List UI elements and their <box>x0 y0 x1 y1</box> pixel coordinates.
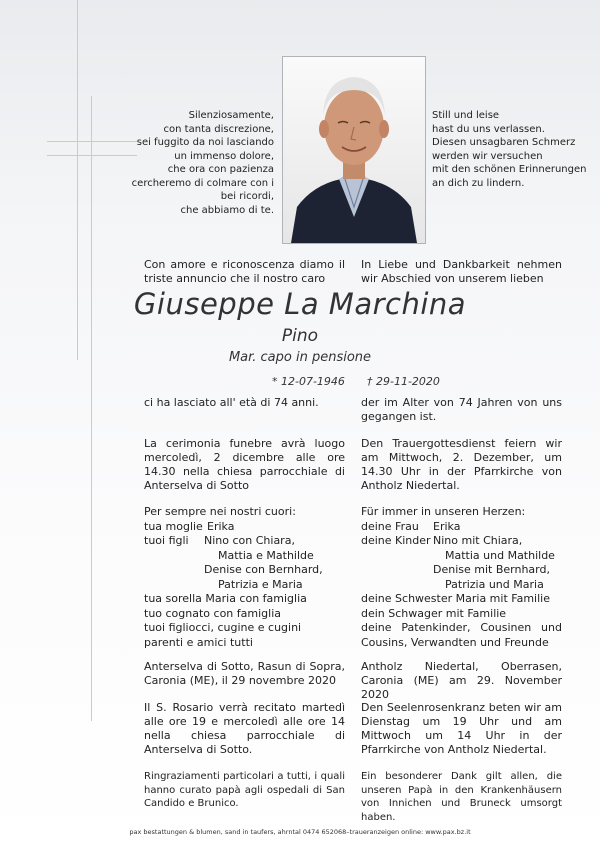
poem-line: con tanta discrezione, <box>163 123 274 135</box>
relative-entry: deine Schwester Maria mit Familie <box>361 592 550 605</box>
place-date-german: Antholz Niedertal, Oberrasen, Caronia (ME) am 29. November 2020 <box>361 660 562 701</box>
place-date-italian: Anterselva di Sotto, Rasun di Sopra, Caronia (ME), il 29 novembre 2020 <box>144 660 345 687</box>
portrait-illustration <box>283 57 425 243</box>
birth-date: * 12-07-1946 <box>272 375 345 388</box>
rosary-german: Den Seelenrosenkranz beten wir am Dienstag um 19 Uhr und am Mittwoch um 14 Uhr in der Pfarrkirche von Antholz Niedertal. <box>361 701 562 756</box>
funeral-italian: La cerimonia funebre avrà luogo mercoledì, 2 dicembre alle ore 14.30 nella chiesa parrocchiale di Anterselva di Sotto <box>144 437 345 492</box>
children-label: tuoi figli <box>144 534 189 547</box>
poem-italian <box>118 109 274 217</box>
poem-line: Still und leise <box>432 110 500 121</box>
child-entry: Mattia e Mathilde <box>218 548 314 562</box>
relative-entry: parenti e amici tutti <box>144 635 253 649</box>
child-entry: Denise mit Bernhard, <box>433 563 550 576</box>
poem-line: hast du uns verlassen. <box>432 123 545 135</box>
child-entry: Mattia und Mathilde <box>445 548 555 562</box>
child-entry: Nino con Chiara, <box>204 534 295 547</box>
deceased-nickname: Pino <box>281 326 319 346</box>
poem-german <box>432 109 592 190</box>
poem-line: mit den schönen Erinnerungen <box>432 164 587 175</box>
cross-vertical-line-2 <box>91 96 92 721</box>
thanks-italian: Ringraziamenti particolari a tutti, i quali hanno curato papà agli ospedali di San Candido e Brunico. <box>144 771 345 809</box>
poem-line: che abbiamo di te. <box>180 204 274 216</box>
wife-label: tua moglie <box>144 519 203 533</box>
death-date: † 29-11-2020 <box>367 375 440 388</box>
poem-line: che ora con pazienza <box>167 164 274 175</box>
child-entry: Patrizia und Maria <box>445 577 544 591</box>
relative-entry: tuo cognato con famiglia <box>144 606 281 620</box>
family-heading: Für immer in unseren Herzen: <box>361 505 526 518</box>
relative-entry: tuoi figliocci, cugine e cugini <box>144 621 302 634</box>
footer-contact: pax bestattungen & blumen, sand in taufers, ahrntal 0474 652068–traueranzeigen online: www.pax.bz.it <box>129 828 471 836</box>
child-entry: Denise con Bernhard, <box>204 563 323 576</box>
wife-name: Erika <box>433 519 461 533</box>
poem-line: sei fuggito da noi lasciando <box>136 137 274 148</box>
poem-line: werden wir versuchen <box>432 150 543 162</box>
deceased-name: Giuseppe La Marchina <box>133 287 467 321</box>
wife-name: Erika <box>207 519 235 533</box>
poem-line: Silenziosamente, <box>188 110 274 121</box>
child-entry: Nino mit Chiara, <box>433 534 523 547</box>
child-entry: Patrizia e Maria <box>218 577 303 591</box>
portrait-photo <box>282 56 426 244</box>
poem-line: cercheremo di colmare con i <box>131 177 274 189</box>
intro-italian: Con amore e riconoscenza diamo il triste annuncio che il nostro caro <box>144 258 345 285</box>
relative-entry: deine Patenkinder, Cousinen und Cousins, Verwandten und Freunde <box>361 621 562 649</box>
wife-label: deine Frau <box>361 519 419 533</box>
funeral-german: Den Trauergottesdienst feiern wir am Mittwoch, 2. Dezember, um 14.30 Uhr in der Pfarrkirche von Antholz Niedertal. <box>361 437 562 492</box>
children-label: deine Kinder <box>361 534 431 547</box>
age-italian: ci ha lasciato all' età di 74 anni. <box>144 396 319 409</box>
rosary-italian: Il S. Rosario verrà recitato martedì alle ore 19 e mercoledì alle ore 14 nella chiesa parrocchiale di Anterselva di Sotto. <box>144 701 345 756</box>
intro-german: In Liebe und Dankbarkeit nehmen wir Abschied von unserem lieben <box>361 258 562 285</box>
family-list-german <box>361 505 562 650</box>
relative-entry: dein Schwager mit Familie <box>361 606 507 620</box>
poem-line: Diesen unsagbaren Schmerz <box>432 137 576 148</box>
cross-vertical-line-1 <box>77 0 78 360</box>
family-list-italian <box>144 505 345 650</box>
deceased-title: Mar. capo in pensione <box>228 350 372 365</box>
relative-entry: tua sorella Maria con famiglia <box>144 592 307 605</box>
poem-line: an dich zu lindern. <box>432 177 525 189</box>
poem-line: bei ricordi, <box>220 191 274 202</box>
poem-line: un immenso dolore, <box>174 150 274 162</box>
age-german: der im Alter von 74 Jahren von uns gegangen ist. <box>361 396 562 423</box>
family-heading: Per sempre nei nostri cuori: <box>144 505 296 518</box>
thanks-german: Ein besonderer Dank gilt allen, die unseren Papà in den Krankenhäusern von Innichen und Bruneck umsorgt haben. <box>361 771 562 823</box>
